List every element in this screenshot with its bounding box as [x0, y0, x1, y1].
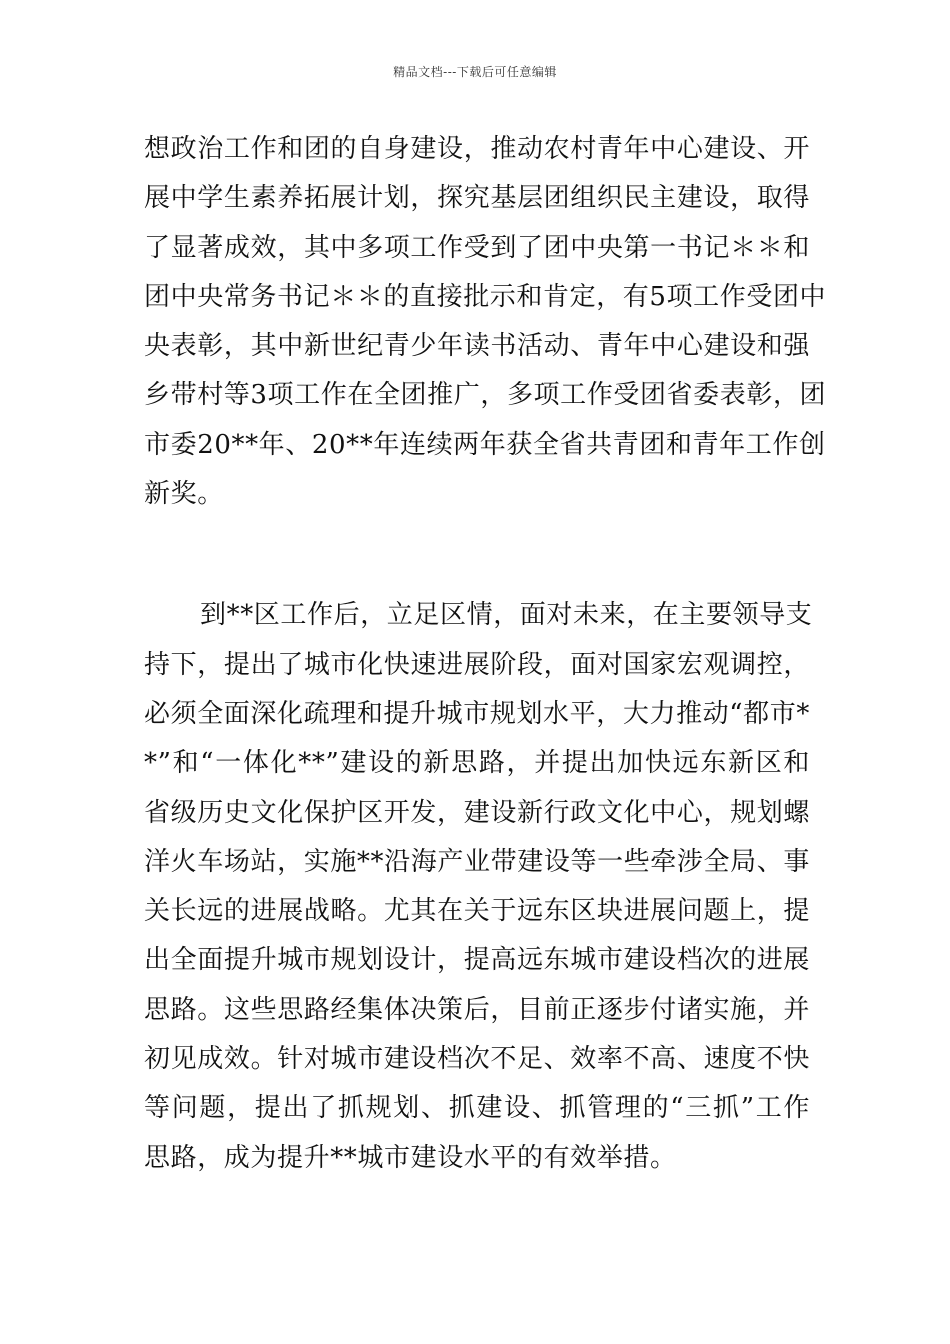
text-line: *”和“一体化**”建设的新思路，并提出加快远东新区和: [144, 748, 810, 779]
text-line: 央表彰，其中新世纪青少年读书活动、青年中心建设和强: [144, 331, 810, 362]
text-line: 乡带村等3项工作在全团推广，多项工作受团省委表彰，团: [144, 380, 827, 411]
paragraph-2: [144, 591, 813, 1183]
text-line: 洋火车场站，实施**沿海产业带建设等一些牵涉全局、事: [144, 846, 810, 877]
text-line: 出全面提升城市规划设计，提高远东城市建设档次的进展: [144, 945, 810, 976]
text-line: 想政治工作和团的自身建设，推动农村青年中心建设、开: [144, 134, 810, 164]
text-line: 关长远的进展战略。尤其在关于远东区块进展问题上，提: [144, 896, 810, 927]
text-line: 到**区工作后，立足区情，面对未来，在主要领导支: [200, 600, 813, 631]
text-line: 团中央常务书记＊＊的直接批示和肯定，有5项工作受团中: [144, 281, 827, 312]
paragraph-spacer: [144, 519, 810, 591]
document-body: [144, 125, 827, 1183]
text-line: 初见成效。针对城市建设档次不足、效率不高、速度不快: [144, 1044, 810, 1075]
text-line: 了显著成效，其中多项工作受到了团中央第一书记＊＊和: [144, 232, 810, 263]
text-line: 思路，成为提升**城市建设水平的有效举措。: [144, 1142, 677, 1173]
text-line: 新奖。: [144, 479, 224, 510]
text-line: 省级历史文化保护区开发，建设新行政文化中心，规划螺: [144, 797, 810, 828]
page-header: 精品文档---下载后可任意编辑: [393, 65, 557, 79]
text-line: 必须全面深化疏理和提升城市规划水平，大力推动“都市*: [144, 698, 810, 729]
text-line: 市委20**年、20**年连续两年获全省共青团和青年工作创: [144, 429, 826, 460]
text-line: 展中学生素养拓展计划，探究基层团组织民主建设，取得: [144, 183, 810, 214]
text-line: 持下，提出了城市化快速进展阶段，面对国家宏观调控，: [144, 649, 810, 680]
text-line: 等问题，提出了抓规划、抓建设、抓管理的“三抓”工作: [144, 1093, 810, 1124]
paragraph-1: [144, 125, 827, 519]
text-line: 思路。这些思路经集体决策后，目前正逐步付诸实施，并: [144, 994, 810, 1025]
